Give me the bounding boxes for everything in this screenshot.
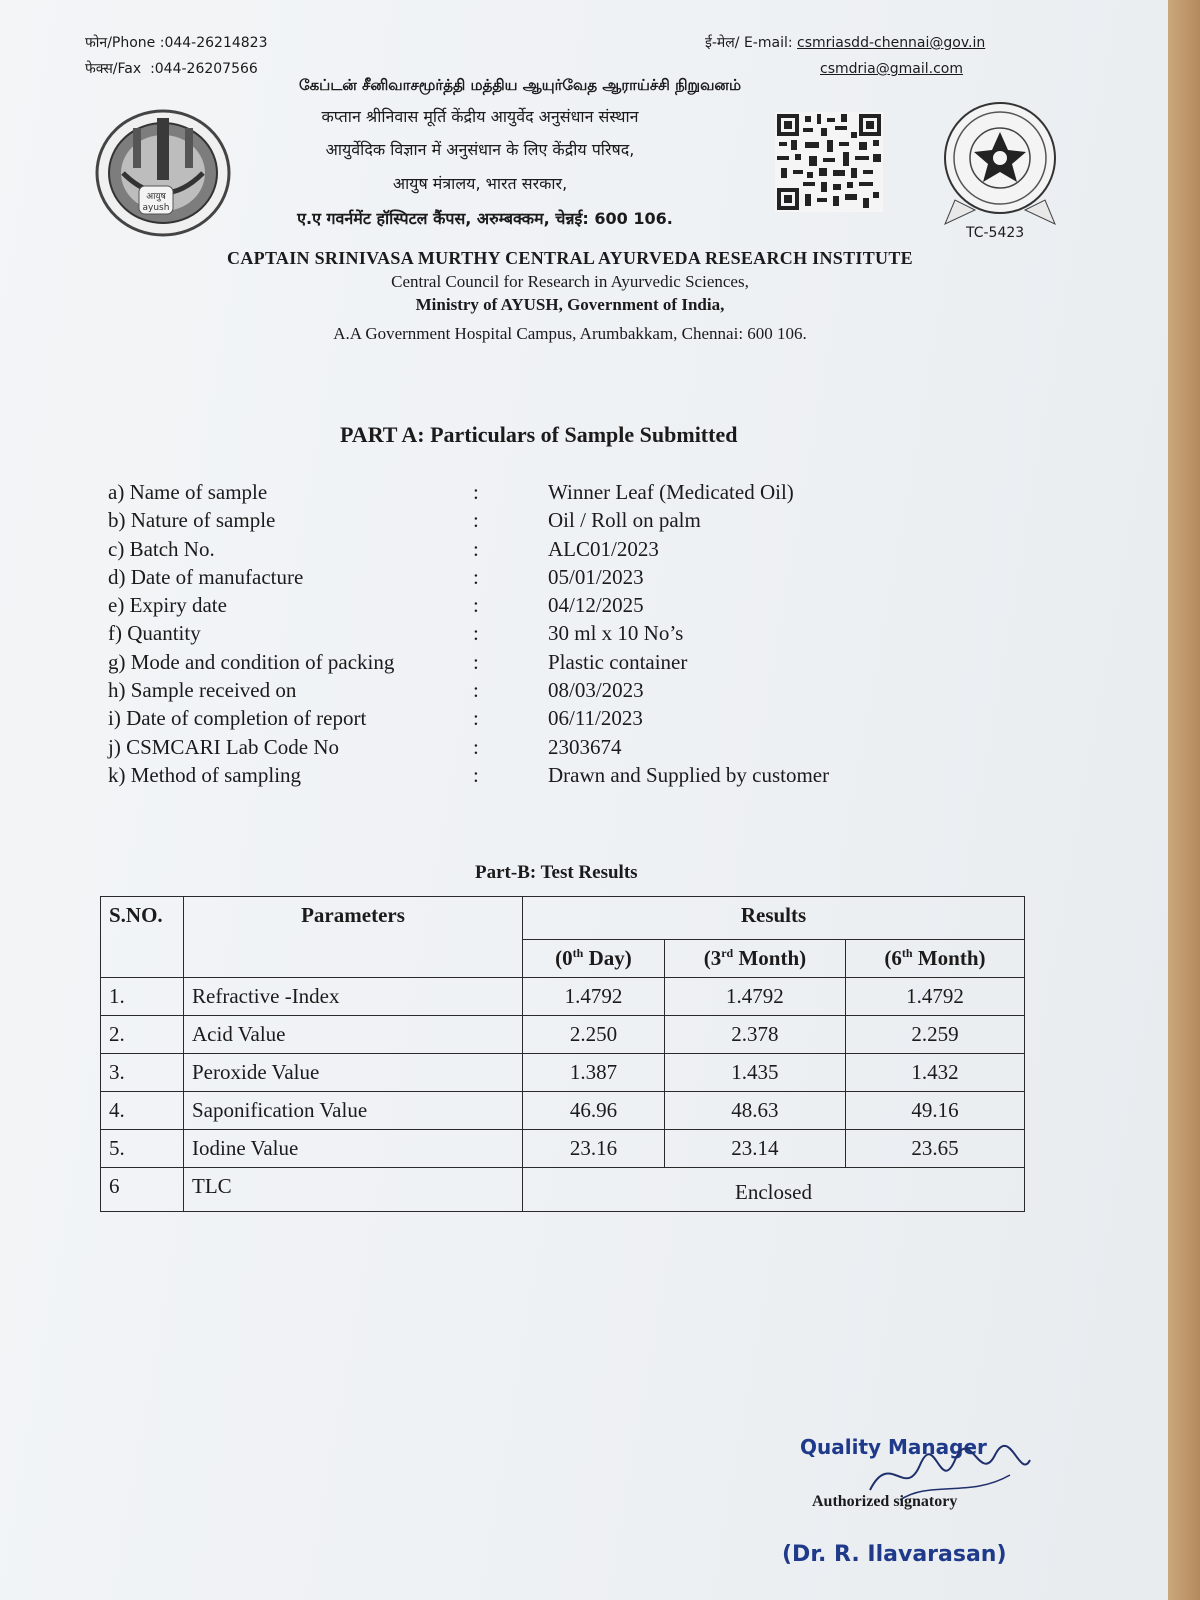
separator: : xyxy=(473,536,479,561)
hindi-line-2: आयुर्वेदिक विज्ञान में अनुसंधान के लिए केंद्रीय परिषद, xyxy=(325,140,635,159)
particular-value: Drawn and Supplied by customer xyxy=(548,762,830,787)
particular-value: 04/12/2025 xyxy=(548,593,644,618)
table-row xyxy=(101,1054,1025,1092)
particulars-list xyxy=(108,480,1008,791)
table-row xyxy=(101,978,1025,1016)
hindi-line-3: आयुष मंत्रालय, भारत सरकार, xyxy=(392,174,568,193)
month6-cell: 49.16 xyxy=(845,1092,1024,1130)
logo-text-hindi: आयुष xyxy=(146,192,166,202)
ministry-name: Ministry of AYUSH, Government of India, xyxy=(415,295,725,314)
particular-label: d) Date of manufacture xyxy=(108,564,304,589)
part-b-title: Part-B: Test Results xyxy=(475,862,638,883)
separator: : xyxy=(473,508,479,533)
day0-cell: 46.96 xyxy=(523,1092,665,1130)
particular-label: e) Expiry date xyxy=(108,593,227,618)
particular-label: i) Date of completion of report xyxy=(108,706,367,731)
particular-row xyxy=(108,537,1008,565)
month6-cell: 2.259 xyxy=(845,1016,1024,1054)
paper-edge xyxy=(1168,0,1200,1600)
month6-cell: 1.432 xyxy=(845,1054,1024,1092)
day0-cell: 1.4792 xyxy=(523,978,665,1016)
logo-text-english: ayush xyxy=(142,203,170,213)
phone-value: :044-26214823 xyxy=(159,35,268,51)
particular-value: 08/03/2023 xyxy=(548,678,644,703)
separator: : xyxy=(473,762,479,787)
parameter-cell: Peroxide Value xyxy=(184,1054,523,1092)
particular-row xyxy=(108,593,1008,621)
particular-value: 2303674 xyxy=(548,734,622,759)
particular-row xyxy=(108,565,1008,593)
sno-cell: 3. xyxy=(101,1054,184,1092)
month3-cell: 1.435 xyxy=(664,1054,845,1092)
day0-cell: 2.250 xyxy=(523,1016,665,1054)
institute-name: CAPTAIN SRINIVASA MURTHY CENTRAL AYURVEDA RESEARCH INSTITUTE xyxy=(227,248,913,268)
separator: : xyxy=(473,564,479,589)
particular-row xyxy=(108,706,1008,734)
month3-cell: 23.14 xyxy=(664,1130,845,1168)
sno-cell: 5. xyxy=(101,1130,184,1168)
particular-value: 06/11/2023 xyxy=(548,706,643,731)
particular-label: k) Method of sampling xyxy=(108,762,302,787)
day0-cell: 1.387 xyxy=(523,1054,665,1092)
separator: : xyxy=(473,593,479,618)
separator: : xyxy=(473,734,479,759)
particular-label: j) CSMCARI Lab Code No xyxy=(108,734,339,759)
particular-row xyxy=(108,650,1008,678)
month3-cell: 1.4792 xyxy=(664,978,845,1016)
particular-row xyxy=(108,480,1008,508)
email-label: ई-मेल/ E-mail: xyxy=(705,35,793,51)
month6-cell: 23.65 xyxy=(845,1130,1024,1168)
month6-cell: 1.4792 xyxy=(845,978,1024,1016)
particular-row xyxy=(108,508,1008,536)
particular-value: Oil / Roll on palm xyxy=(548,508,701,533)
particular-row xyxy=(108,621,1008,649)
parameter-cell: Saponification Value xyxy=(184,1092,523,1130)
council-name: Central Council for Research in Ayurvedic Sciences, xyxy=(391,272,749,291)
day0-header: (0th Day) xyxy=(523,940,665,978)
sno-header: S.NO. xyxy=(101,897,184,978)
table-row xyxy=(101,1016,1025,1054)
particular-row xyxy=(108,678,1008,706)
tamil-name: கேப்டன் சீனிவாசமூர்த்தி மத்திய ஆயுர்வேத ஆராய்ச்சி நிறுவனம் xyxy=(298,76,742,94)
results-table xyxy=(100,896,1025,1212)
tlc-result-cell: Enclosed xyxy=(523,1168,1025,1212)
particular-row xyxy=(108,735,1008,763)
sno-cell: 2. xyxy=(101,1016,184,1054)
table-row-tlc xyxy=(101,1168,1025,1212)
separator: : xyxy=(473,480,479,504)
part-a-title: PART A: Particulars of Sample Submitted xyxy=(340,422,738,447)
particular-label: c) Batch No. xyxy=(108,536,215,561)
fax-label: फेक्स/Fax xyxy=(85,61,142,77)
particular-value: 05/01/2023 xyxy=(548,564,644,589)
signatory-title: Quality Manager xyxy=(800,1435,987,1459)
table-header-row xyxy=(101,897,1025,940)
particular-label: b) Nature of sample xyxy=(108,508,276,533)
parameter-cell: Iodine Value xyxy=(184,1130,523,1168)
table-row xyxy=(101,1092,1025,1130)
particular-row xyxy=(108,763,1008,791)
hindi-line-4: ए.ए गवर्नमेंट हॉस्पिटल कैंपस, अरुम्बक्कम, चेन्नई: 600 106. xyxy=(297,209,673,228)
tc-code: TC-5423 xyxy=(966,225,1025,241)
separator: : xyxy=(473,706,479,731)
signatory-role: Authorized signatory xyxy=(812,1493,958,1510)
particular-label: h) Sample received on xyxy=(108,678,297,703)
separator: : xyxy=(473,678,479,703)
email-link-primary[interactable]: csmriasdd-chennai@gov.in xyxy=(797,35,986,51)
sno-cell: 6 xyxy=(101,1168,184,1212)
particular-value: Plastic container xyxy=(548,649,688,674)
parameters-header: Parameters xyxy=(184,897,523,978)
parameter-cell: TLC xyxy=(184,1168,523,1212)
parameter-cell: Refractive -Index xyxy=(184,978,523,1016)
phone-label: फोन/Phone xyxy=(85,35,156,51)
fax-value: :044-26207566 xyxy=(150,61,258,77)
institute-address: A.A Government Hospital Campus, Arumbakkam, Chennai: 600 106. xyxy=(333,324,807,343)
month6-header: (6th Month) xyxy=(845,940,1024,978)
signatory-name: (Dr. R. Ilavarasan) xyxy=(782,1542,1007,1567)
particular-value: Winner Leaf (Medicated Oil) xyxy=(548,480,794,504)
separator: : xyxy=(473,649,479,674)
particular-label: f) Quantity xyxy=(108,621,201,646)
hindi-line-1: कप्तान श्रीनिवास मूर्ति केंद्रीय आयुर्वेद अनुसंधान संस्थान xyxy=(321,107,639,126)
separator: : xyxy=(473,621,479,646)
accreditation-seal xyxy=(935,100,1065,230)
sno-cell: 4. xyxy=(101,1092,184,1130)
contact-block xyxy=(85,30,267,82)
month3-cell: 48.63 xyxy=(664,1092,845,1130)
email-block xyxy=(705,30,985,82)
particular-value: 30 ml x 10 No’s xyxy=(548,621,684,646)
results-header: Results xyxy=(523,897,1025,940)
particular-label: a) Name of sample xyxy=(108,480,268,504)
ayush-logo xyxy=(93,108,233,238)
qr-code[interactable] xyxy=(775,112,883,212)
table-row xyxy=(101,1130,1025,1168)
phone-line xyxy=(85,30,267,56)
sno-cell: 1. xyxy=(101,978,184,1016)
month3-header: (3rd Month) xyxy=(664,940,845,978)
particular-label: g) Mode and condition of packing xyxy=(108,649,395,674)
month3-cell: 2.378 xyxy=(664,1016,845,1054)
particular-value: ALC01/2023 xyxy=(548,536,659,561)
email-link-secondary[interactable]: csmdria@gmail.com xyxy=(820,61,963,77)
parameter-cell: Acid Value xyxy=(184,1016,523,1054)
day0-cell: 23.16 xyxy=(523,1130,665,1168)
